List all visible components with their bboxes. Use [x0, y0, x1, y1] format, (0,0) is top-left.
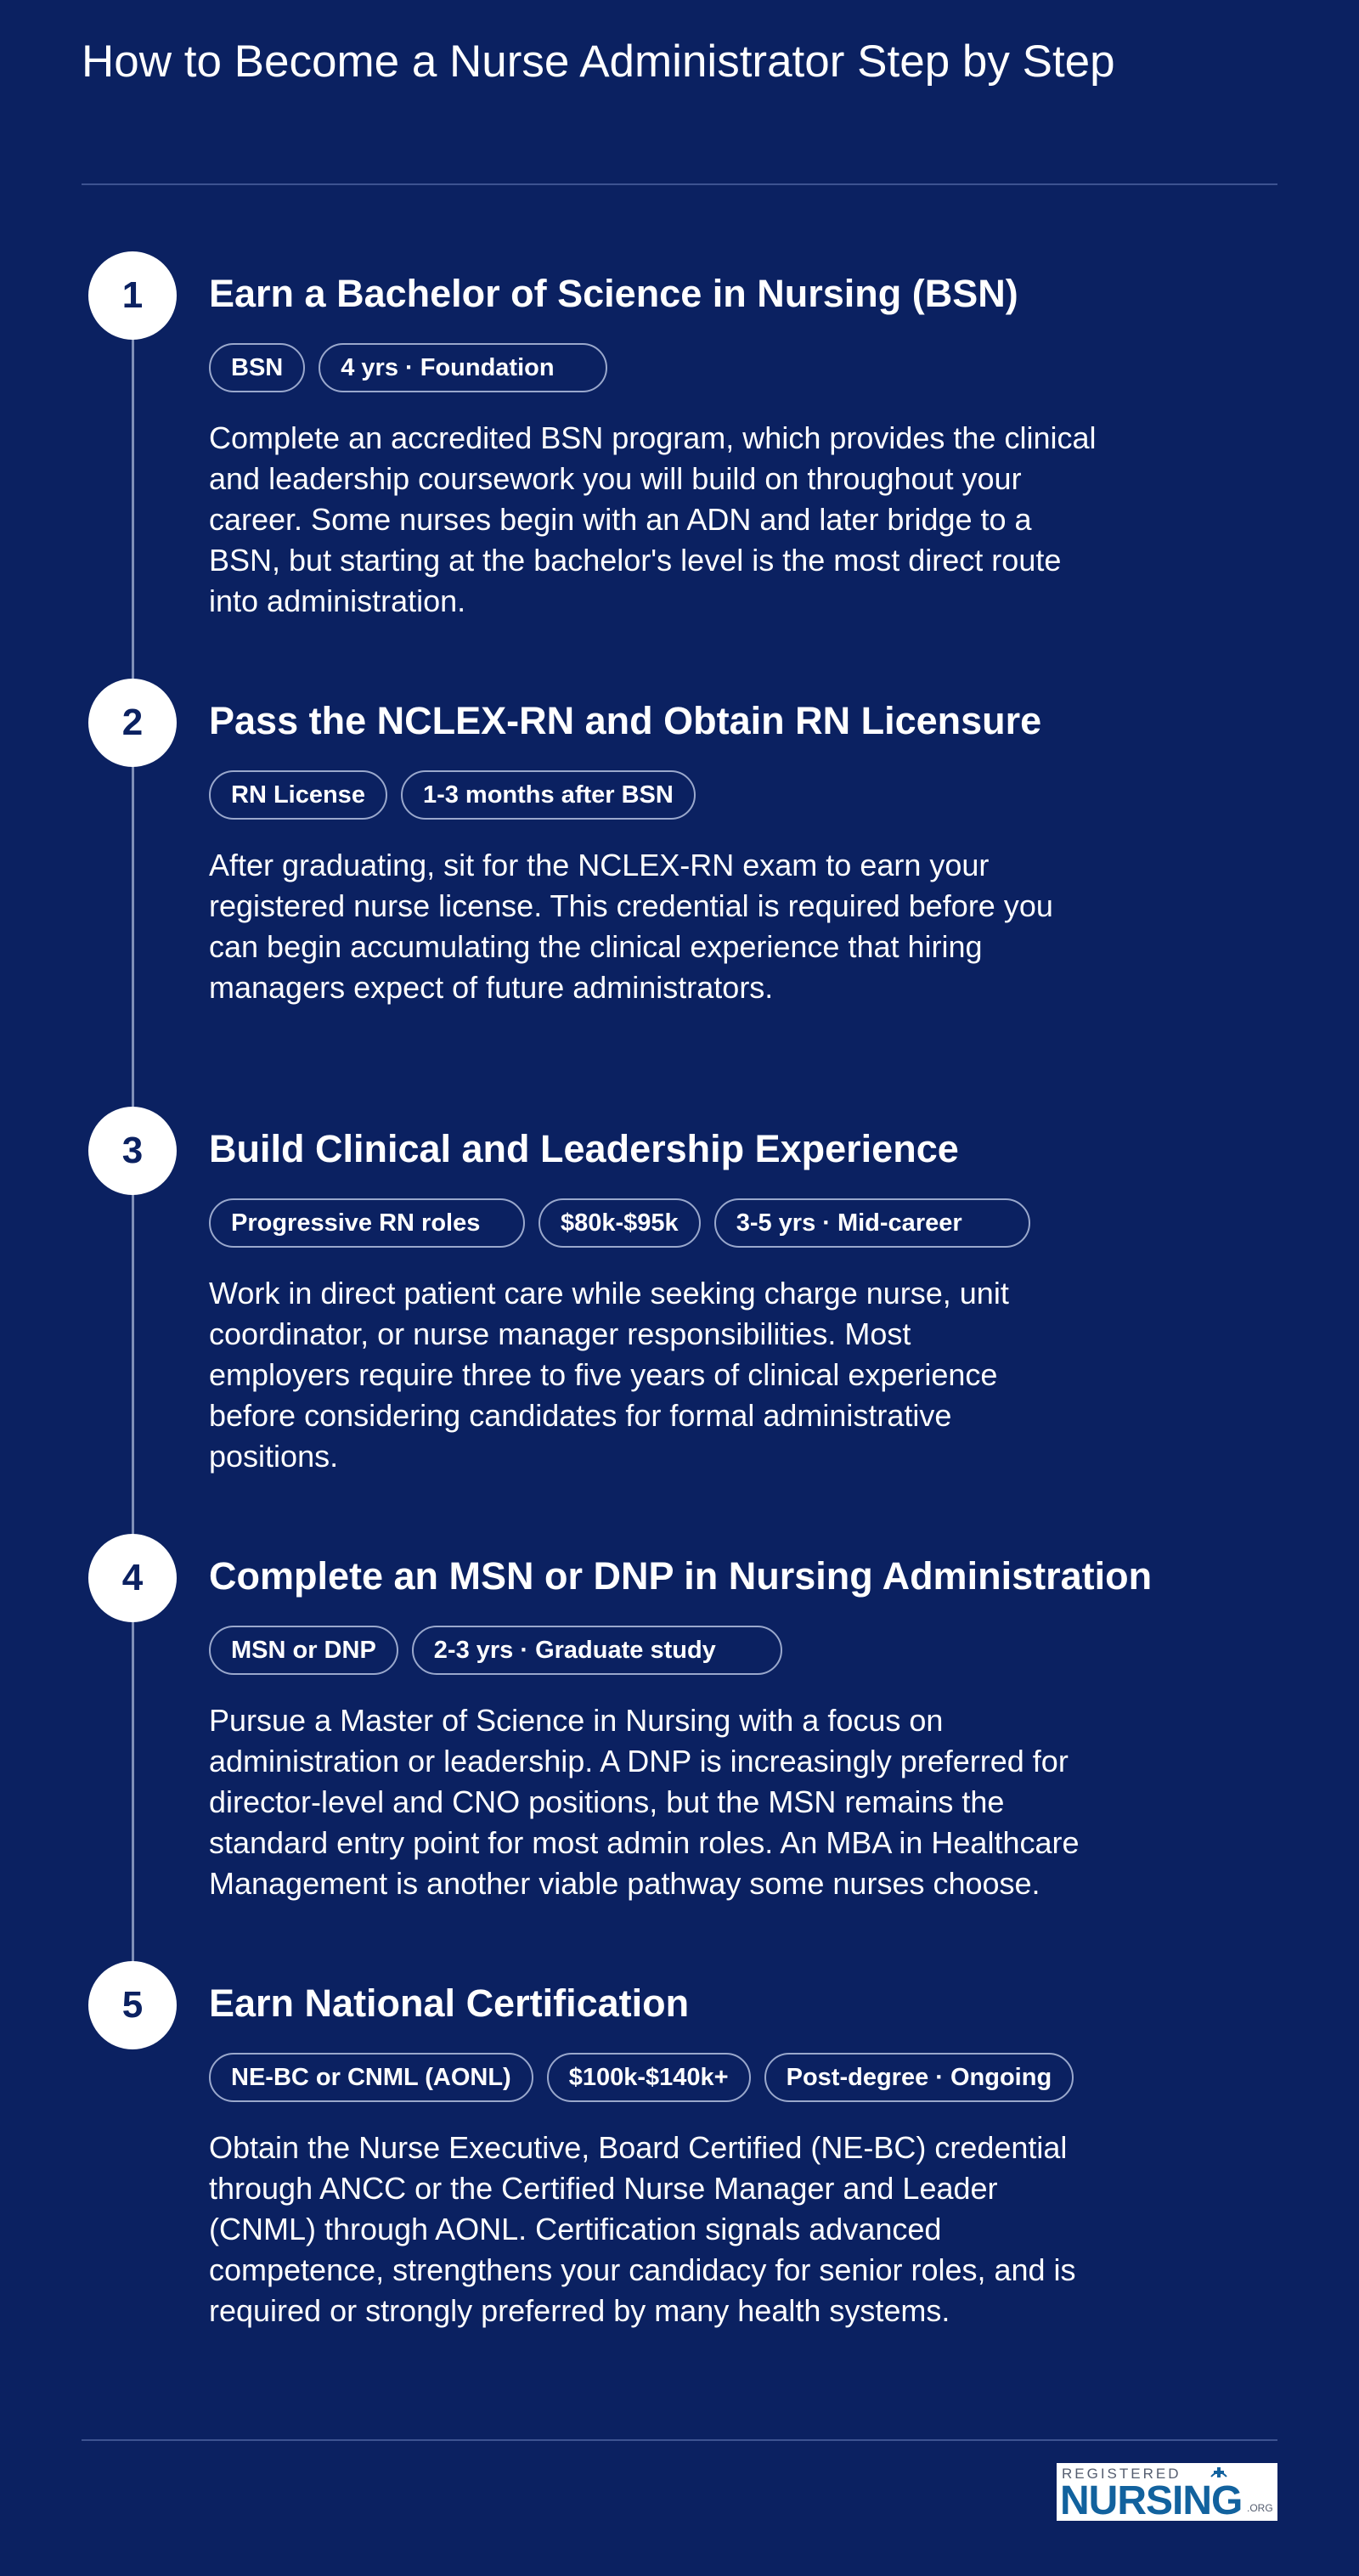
step-description: After graduating, sit for the NCLEX-RN exam to earn your registered nurse license. This credential is required before you can begin accumulating the clinical experience that hiring managers expect of future administrators. — [209, 848, 1053, 1005]
step-tag: $80k-$95k — [539, 1198, 701, 1248]
logo-small-text: REGISTERED — [1062, 2466, 1181, 2482]
step-description: Obtain the Nurse Executive, Board Certified (NE-BC) credential through ANCC or the Certified Nurse Manager and Leader (CNML) through AONL. Certification signals advanced competence, strengthens your candidacy for senior roles, and is required or strongly preferred by many health systems. — [209, 2130, 1076, 2328]
registered-nursing-logo — [1057, 2463, 1277, 2521]
step-title: Complete an MSN or DNP in Nursing Administration — [209, 1554, 1153, 1598]
step-tags — [209, 343, 607, 392]
logo-main-text: NURSING — [1060, 2478, 1243, 2521]
step-title: Earn a Bachelor of Science in Nursing (BSN) — [209, 272, 1018, 315]
step-number-circle: 4 — [88, 1534, 177, 1622]
step-tag: 2-3 yrs · Graduate study — [412, 1626, 782, 1675]
step-tag: 4 yrs · Foundation — [319, 343, 607, 392]
step-description: Pursue a Master of Science in Nursing with a focus on administration or leadership. A DNP is increasingly preferred for director-level and CNO positions, but the MSN remains the standard entry point for most admin roles. An MBA in Healthcare Management is another viable pathway some nurses choose. — [209, 1703, 1080, 1901]
step-description: Work in direct patient care while seeking charge nurse, unit coordinator, or nurse manager responsibilities. Most employers require three to five years of clinical experience before considering candidates for formal administrative positions. — [209, 1276, 1009, 1474]
step-tag: RN License — [209, 770, 387, 820]
step-number-circle: 5 — [88, 1961, 177, 2049]
top-divider — [82, 183, 1277, 185]
step-tag: $100k-$140k+ — [547, 2053, 751, 2102]
step-description: Complete an accredited BSN program, which provides the clinical and leadership coursework you will build on throughout your career. Some nurses begin with an ADN and later bridge to a BSN, but starting at the bachelor's level is the most direct route into administration. — [209, 420, 1097, 618]
step-tag: BSN — [209, 343, 305, 392]
step-tags — [209, 1198, 1030, 1248]
bottom-divider — [82, 2439, 1277, 2441]
step-tag: Progressive RN roles — [209, 1198, 525, 1248]
step-tag: MSN or DNP — [209, 1626, 398, 1675]
step-tag: NE-BC or CNML (AONL) — [209, 2053, 533, 2102]
step-number-circle: 1 — [88, 251, 177, 340]
step-tags — [209, 770, 696, 820]
step-title: Earn National Certification — [209, 1981, 690, 2025]
step-tag: Post-degree · Ongoing — [764, 2053, 1074, 2102]
step-tag: 1-3 months after BSN — [401, 770, 696, 820]
page-title: How to Become a Nurse Administrator Step by Step — [82, 37, 1115, 87]
step-number-circle: 2 — [88, 679, 177, 767]
step-title: Build Clinical and Leadership Experience — [209, 1127, 959, 1170]
step-title: Pass the NCLEX-RN and Obtain RN Licensure — [209, 699, 1042, 742]
step-number-circle: 3 — [88, 1107, 177, 1195]
step-tags — [209, 1626, 782, 1675]
step-tags — [209, 2053, 1074, 2102]
step-tag: 3-5 yrs · Mid-career — [714, 1198, 1030, 1248]
logo-suffix-text: .ORG — [1247, 2502, 1273, 2514]
